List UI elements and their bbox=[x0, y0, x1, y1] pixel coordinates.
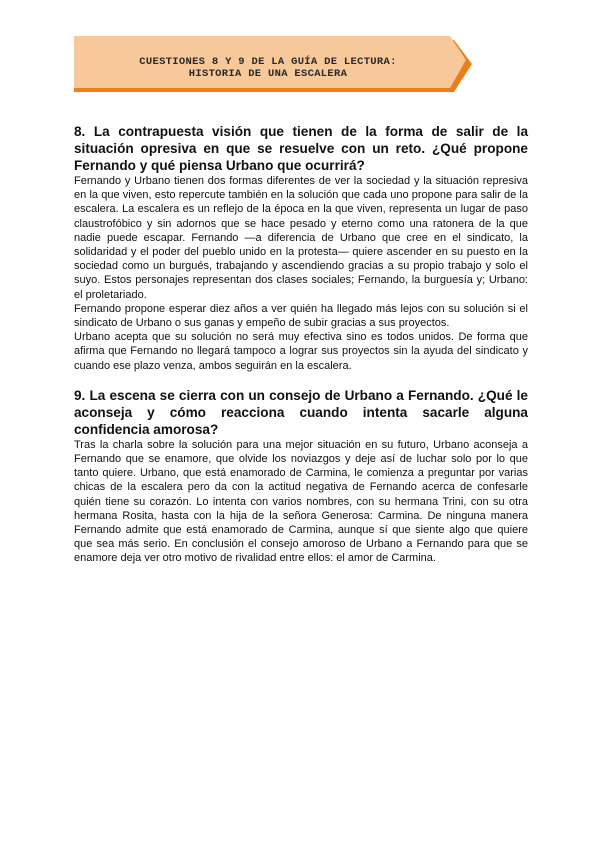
question-8-heading: 8. La contrapuesta visión que tienen de la forma de salir de la situación opresiva en que se resuelve con un reto. ¿Qué propone Fernando y qué piensa Urbano que ocurrirá? bbox=[74, 124, 528, 173]
banner-title bbox=[74, 56, 462, 80]
question-8-paragraph-1: Fernando y Urbano tienen dos formas diferentes de ver la sociedad y la situación represiva en la que viven, esto repercute también en la solución que cada uno propone para salir de la escalera. La escalera es un reflejo de la época en la que viven, representa un lugar de paso claustrofóbico y sin adornos que se hace pesado y eterno como una ratonera de la que nadie puede escapar. Fernando —a diferencia de Urbano que cree en el sindicato, la solidaridad y el poder del pueblo unido en la protesta— quiere ascender en su puesto en la sociedad como un burgués, trabajando y ascendiendo gracias a su propio trabajo y solo el suyo. Estos personajes representan dos clases sociales; Fernando, la burguesía y; Urbano: el proletariado. bbox=[74, 175, 528, 301]
question-8-section bbox=[74, 123, 528, 373]
title-banner bbox=[74, 36, 472, 94]
document-body bbox=[74, 123, 528, 566]
banner-title-line1: CUESTIONES 8 Y 9 DE LA GUÍA DE LECTURA: bbox=[139, 56, 397, 68]
question-9-section bbox=[74, 387, 528, 566]
banner-title-line2: HISTORIA DE UNA ESCALERA bbox=[188, 68, 348, 80]
question-9-paragraph-1: Tras la charla sobre la solución para una mejor situación en su futuro, Urbano aconseja a Fernando que se enamore, que olvide los noviazgos y deje así de luchar solo por lo que tanto quiere. Urbano, que está enamorado de Carmina, le comienza a preguntar por varias chicas de la escalera pero da con la actitud negativa de Fernando acerca de confesarle quién tiene su corazón. Lo intenta con varios nombres, con su hermana Trini, con su otra hermana Rosita, hasta con la hija de la señora Generosa: Carmina. De ninguna manera Fernando admite que está enamorado de Carmina, aunque sí que siente algo que quiere que sea más serio. En conclusión el consejo amoroso de Urbano a Fernando para que se enamore deja ver otro motivo de rivalidad entre ellos: el amor de Carmina. bbox=[74, 438, 528, 565]
question-8-paragraph-2: Fernando propone esperar diez años a ver quién ha llegado más lejos con su solución si el sindicato de Urbano o sus ganas y empeño de subir gracias a sus proyectos. bbox=[74, 302, 528, 330]
question-8-paragraph-3: Urbano acepta que su solución no será muy efectiva sino es todos unidos. De forma que afirma que Fernando no llegará tampoco a lograr sus proyectos sin la ayuda del sindicato y cuando ese plazo venza, ambos seguirán en la escalera. bbox=[74, 331, 528, 372]
question-9-heading: 9. La escena se cierra con un consejo de Urbano a Fernando. ¿Qué le aconseja y cómo reacciona cuando intenta sacarle alguna confidencia amorosa? bbox=[74, 387, 528, 437]
